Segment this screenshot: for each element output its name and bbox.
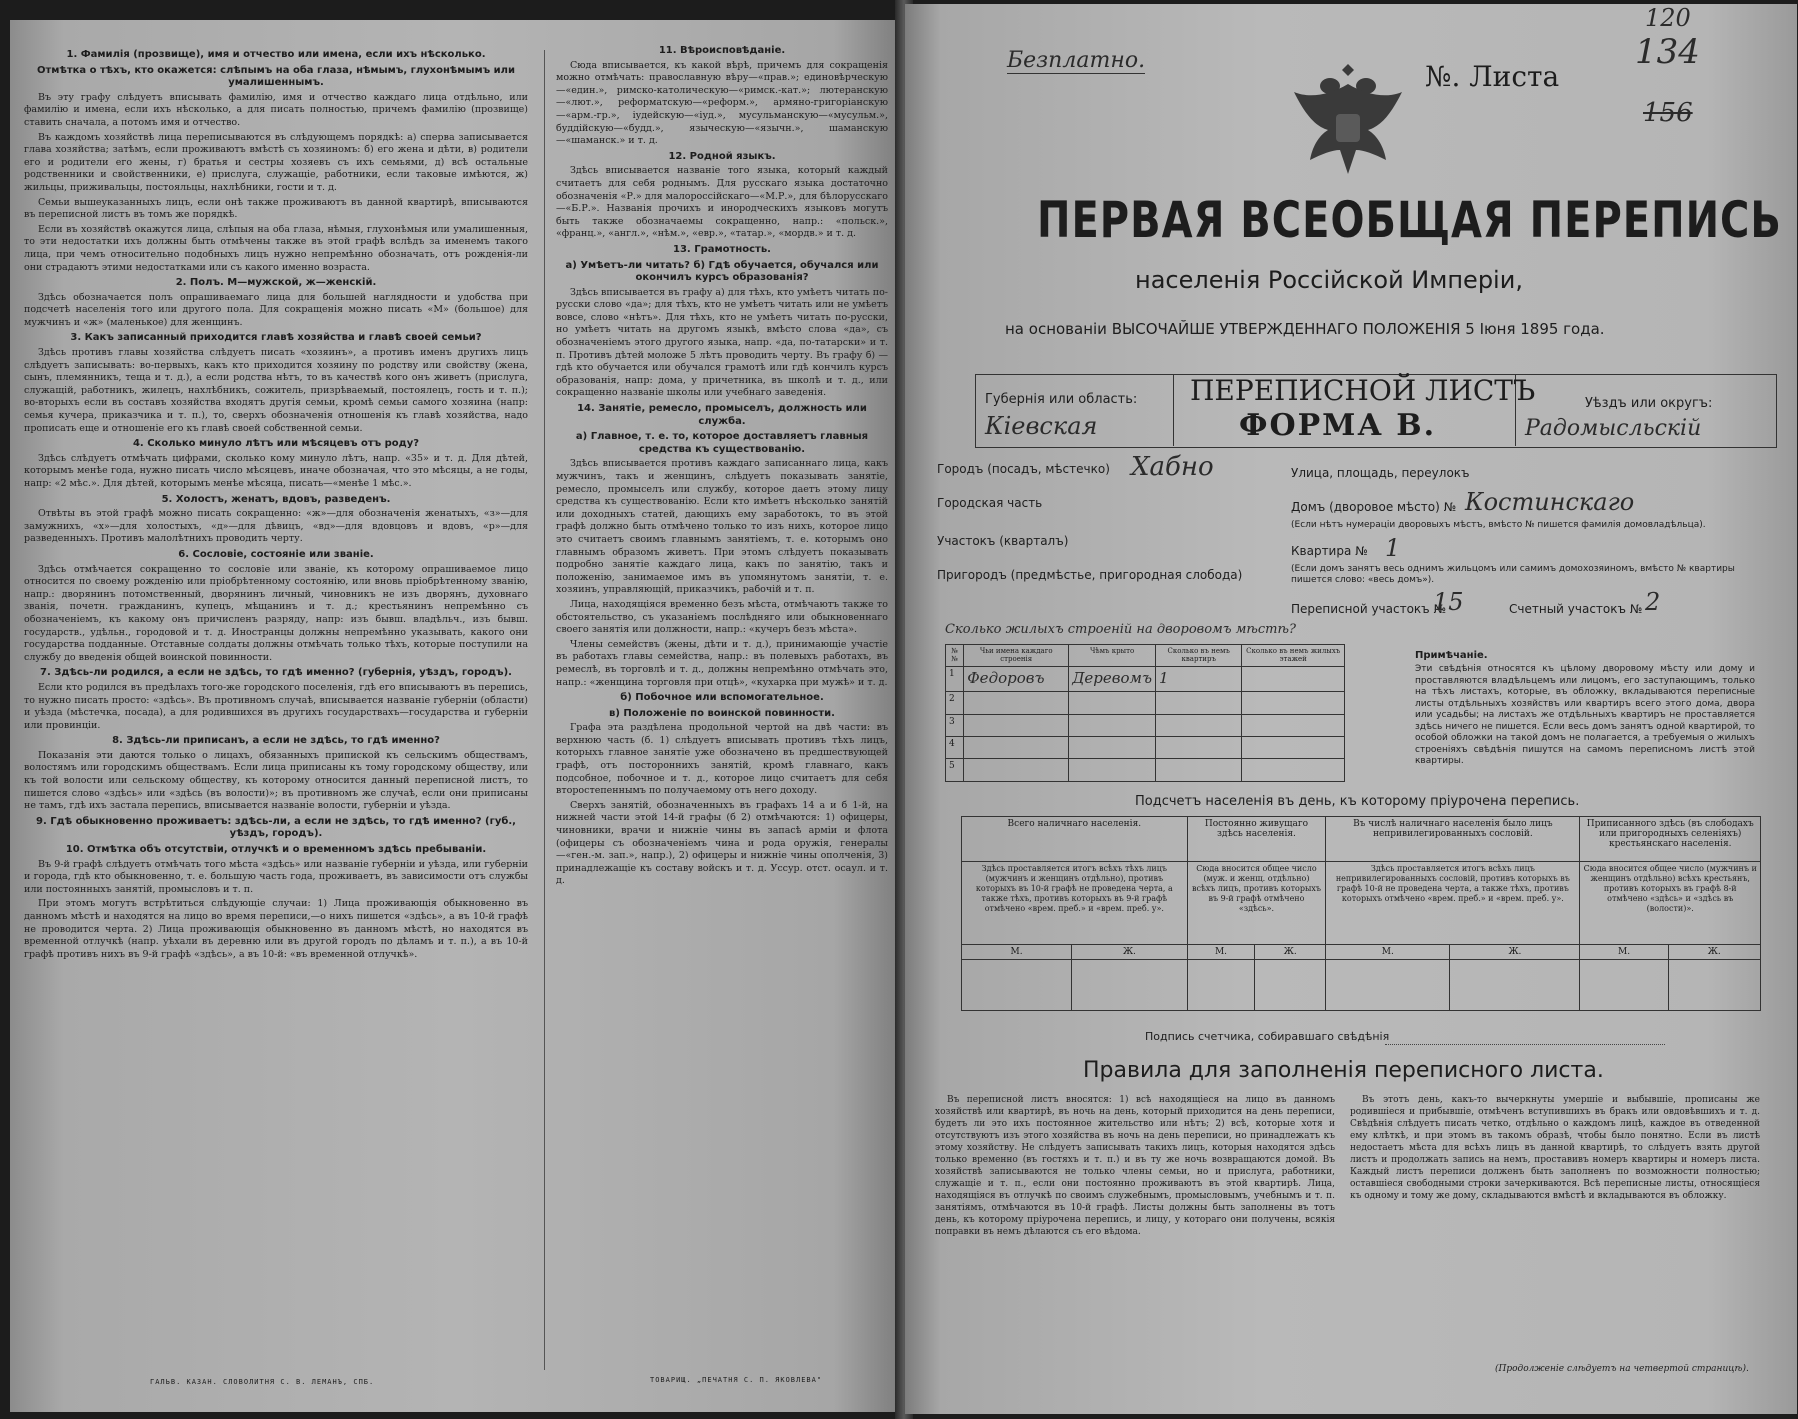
instruction-heading: 11. Вѣроисповѣданіе. [658, 45, 786, 56]
instruction-heading: 4. Сколько минуло лѣтъ или мѣсяцевъ отъ роду? [132, 438, 420, 450]
buildings-cell-roof: Деревомъ [1069, 667, 1156, 692]
buildings-header-cell: №№ [946, 645, 964, 667]
buildings-cell-n: 2 [946, 692, 964, 714]
instruction-heading: 12. Родной языкъ. [668, 150, 776, 162]
buildings-row [946, 692, 1345, 714]
street-label: Улица, площадь, переулокъ [1291, 466, 1470, 480]
buildings-question: Сколько жилыхъ строеній на дворовомъ мѣстѣ? [945, 622, 1296, 637]
instruction-paragraph: Здѣсь вписывается противъ каждаго записаннаго лица, какъ мужчинъ, такъ и женщинъ, слѣдуетъ показывать занятіе, ремесло, промыселъ или службу, которое даетъ этому лицу средства къ существованію. Если кто имѣетъ нѣсколько занятій или доходныхъ статей, дающихъ ему заработокъ, то въ этой графѣ должно быть отмѣчено только то изъ нихъ, которое лицо это считаетъ своимъ главнымъ занятіемъ, т. е. которымъ оно главнымъ образомъ живетъ. При этомъ слѣдуетъ показывать подробно занятіе каждаго лица, какъ по занятію, такъ и положенію, занимаемое имъ въ упомянутомъ занятіи, т. е. хозяинъ, управляющій, приказчикъ, рабочій и т. п. [556, 458, 888, 596]
rules-right-paragraph: Въ этотъ день, какъ-то вычеркнуты умершіе и выбывшіе, прописаны же родившіеся и прибывшіе, отмѣченъ вступившихъ въ бракъ или овдовѣвшихъ и т. д. Свѣдѣнія слѣдуетъ писать четко, отдѣльно о каждомъ лицѣ, каждое въ отведенной ему клѣткѣ, и при этомъ въ такомъ образѣ, чтобы было понятно. Если въ листѣ недостаетъ мѣста для всѣхъ лицъ въ данной квартирѣ, то слѣдуетъ взять другой листъ и продолжать запись на немъ, проставивъ номеръ квартиры и номеръ листа. Каждый листъ переписи долженъ быть заполненъ по возможности полностью; оставшіеся свободными строки зачеркиваются. Всѣ переписные листы, относящіеся къ одному и тому же дому, складываются вмѣстѣ и вкладываются въ обложку. [1350, 1095, 1760, 1201]
instruction-heading: в) Положеніе по воинской повинности. [609, 707, 835, 719]
instruction-paragraph: Здѣсь противъ главы хозяйства слѣдуетъ писать «хозяинъ», а противъ именъ другихъ лицъ слѣдуетъ записывать: во-первыхъ, какъ кто приходится хозяину по родству или свойству (жена, сынъ, племянникъ, теща и т. д.), а если родства нѣтъ, то въ качествѣ кого онъ живетъ (прислуга, служащій, работникъ, жилецъ, нахлѣбникъ, сожитель, призрѣваемый, постоялецъ, гость и т. п.); во-вторыхъ если въ составъ хозяйства входятъ другія семьи, кромѣ семьи самого хозяина (напр: семья кучера, приказчика и т. п.), то, сверхъ обозначенія отношенія къ главѣ хозяйства, надо прописать еще и отношеніе его къ главѣ своей собственной семьи. [24, 347, 528, 434]
count-value-cell [1450, 960, 1580, 1011]
city-value: Хабно [1131, 452, 1214, 482]
house-value: Костинскаго [1465, 488, 1635, 516]
population-count-table [961, 816, 1761, 1011]
buildings-cell-apts [1155, 759, 1242, 782]
buildings-table [945, 644, 1345, 782]
count-header-cell: Въ числѣ наличнаго населенія было лицъ непривилегированныхъ сословій. [1326, 817, 1580, 862]
rules-title: Правила для заполненія переписного листа. [1083, 1058, 1604, 1083]
instruction-paragraph: Графа эта раздѣлена продольной чертой на двѣ части: въ верхнюю часть (б. 1) слѣдуетъ вписывать противъ тѣхъ лицъ, которыхъ главное занятіе уже обозначено въ предшествующей графѣ, отъ постороннихъ занятій, кромѣ главнаго, какъ подсобное, побочное и т. д., которое лицо считаетъ для себя второстепеннымъ по получаемому отъ него доходу. [556, 722, 888, 797]
instruction-paragraph: Отвѣты въ этой графѣ можно писать сокращенно: «ж»—для обозначенія женатыхъ, «з»—для замужнихъ, «х»—для холостыхъ, «д»—для дѣвицъ, «вд»—для вдовцовъ и вдовъ, «р»—для разведенныхъ. Противъ малолѣтнихъ проводить черту. [24, 508, 528, 545]
count-sex-header: М. [962, 945, 1072, 960]
instruction-heading: 7. Здѣсь-ли родился, а если не здѣсь, то гдѣ именно? (губернія, уѣздъ, городъ). [40, 667, 512, 679]
count-value-cell [1326, 960, 1450, 1011]
apartment-value: 1 [1385, 534, 1401, 562]
note-text: Эти свѣдѣнія относятся къ цѣлому дворовому мѣсту или дому и проставляются владѣльцемъ или лицомъ, его заступающимъ, только на тѣхъ листахъ, которые, въ обложку, вкладываются переписные листы отдѣльныхъ хозяйствъ или квартиръ всего этого дома, двора или усадьбы; на листахъ же отдѣльныхъ квартиръ не проставляется здѣсь ничего не пишется. Если весь домъ занятъ одной квартирой, то особой обложки на такой домъ не полагается, а требуемыя о жилыхъ строеніяхъ свѣдѣнія пишутся на самомъ переписномъ листѣ этой квартиры. [1415, 664, 1755, 766]
count-value-cell [1580, 960, 1668, 1011]
instruction-paragraph: Сверхъ занятій, обозначенныхъ въ графахъ 14 а и б 1-й, на нижней части этой 14-й графы (б 2) отмѣчаются: 1) офицеры, чиновники, врачи и нижніе чины въ запасѣ арміи и флота (офицеры съ обозначеніемъ чина и рода оружія, генералы—«ген.-м. зап.», напр.), 2) офицеры и нижніе чины ополченія, 3) принадлежащіе къ составу войскъ и т. д. Уссур. отст. осаул. и т. д. [556, 799, 888, 887]
count-district-label: Счетный участокъ № [1509, 602, 1643, 616]
uezd-value: Радомысльскій [1525, 416, 1702, 441]
sheet-number-old: 156 [1643, 98, 1693, 128]
buildings-cell-floors [1242, 759, 1345, 782]
instruction-paragraph: Въ 9-й графѣ слѣдуетъ отмѣчать того мѣста «здѣсь» или названіе губерніи и уѣзда, или губерніи и города, гдѣ кто обыкновенно, т. е. большую часть года, проживаетъ, въ зависимости отъ службы или постоянныхъ занятій, промысловъ и т. п. [24, 858, 528, 895]
buildings-cell-owner: Федоровъ [964, 667, 1069, 692]
buildings-cell-roof [1069, 692, 1156, 714]
column-divider [544, 50, 545, 1370]
buildings-cell-owner [964, 714, 1069, 736]
instruction-heading: 10. Отмѣтка объ отсутствіи, отлучкѣ и о временномъ здѣсь пребываніи. [65, 844, 487, 856]
instruction-paragraph: Лица, находящіяся временно безъ мѣста, отмѣчаютъ также то обстоятельство, съ указаніемъ послѣдняго или обыкновеннаго своего занятія или должности, напр.: «кучеръ безъ мѣста». [556, 598, 888, 636]
rules-text-left [935, 1094, 1335, 1374]
house-label: Домъ (дворовое мѣсто) № [1291, 500, 1457, 514]
apartment-label: Квартира № [1291, 544, 1368, 558]
census-basis: на основаніи ВЫСОЧАЙШЕ УТВЕРЖДЕННАГО ПОЛОЖЕНІЯ 5 Іюня 1895 года. [1005, 320, 1605, 338]
right-page [905, 4, 1797, 1414]
instruction-paragraph: Здѣсь слѣдуетъ отмѣчать цифрами, сколько кому минуло лѣтъ, напр. «35» и т. д. Для дѣтей, которымъ менѣе года, нужно писать число мѣсяцевъ, иначе обозначая, что это мѣсяцы, а не годы, напр: «2 мѣс.». Для дѣтей, которымъ менѣе мѣсяца, писать—«менѣе 1 мѣс.». [24, 452, 528, 489]
census-title: ПЕРВАЯ ВСЕОБЩАЯ ПЕРЕПИСЬ [1037, 192, 1782, 250]
buildings-cell-owner [964, 759, 1069, 782]
count-sex-header: М. [1580, 945, 1668, 960]
instruction-heading: Отмѣтка о тѣхъ, кто окажется: слѣпымъ на оба глаза, нѣмымъ, глухонѣмымъ или умалишеннымъ. [36, 64, 515, 89]
buildings-row [946, 667, 1345, 692]
population-count-title: Подсчетъ населенія въ день, къ которому пріурочена перепись. [1135, 794, 1580, 809]
instruction-paragraph: Здѣсь вписывается названіе того языка, который каждый считаетъ для себя роднымъ. Для русскаго языка достаточно обозначенія «Р.» для малороссійскаго—«М.Р.», для бѣлорусскаго—«Б.Р.». Названія прочихъ и инородческихъ языковъ могутъ быть также обозначаемы сокращенно, напр.: «польск.», «франц.», «англ.», «нѣм.», «евр.», «татар.», «мордв.» и т. д. [556, 165, 888, 240]
sheet-number-value: 134 [1635, 32, 1700, 72]
double-headed-eagle-emblem [1288, 56, 1408, 184]
instruction-paragraph: Здѣсь обозначается полъ опрашиваемаго лица для большей наглядности и удобства при подсчетѣ населенія того или другого пола. Для сокращенія можно писать «М» (большое) для мужчинъ и «ж» (маленькое) для женщинъ. [24, 291, 528, 328]
printer-imprint-left: ГАЛЬВ. КАЗАН. СЛОВОЛИТНЯ С. В. ЛЕМАНЪ, СПБ. [150, 1378, 375, 1386]
apartment-note: (Если домъ занятъ весь однимъ жильцомъ или самимъ домохозяиномъ, вмѣсто № квартиры пишется слово: «весь домъ»). [1291, 564, 1735, 585]
count-value-cell [1187, 960, 1255, 1011]
gubernia-label: Губернія или область: [985, 392, 1138, 407]
buildings-cell-floors [1242, 714, 1345, 736]
instruction-paragraph: Семьи вышеуказанныхъ лицъ, если онѣ также проживаютъ въ данной квартирѣ, вписываются въ переписной листъ въ томъ же порядкѣ. [24, 196, 528, 221]
buildings-row [946, 737, 1345, 759]
instruction-heading: 1. Фамилія (прозвище), имя и отчество или имена, если ихъ нѣсколько. [66, 49, 486, 60]
buildings-cell-n: 4 [946, 737, 964, 759]
instruction-heading: 8. Здѣсь-ли приписанъ, а если не здѣсь, то гдѣ именно? [112, 735, 440, 747]
buildings-cell-owner [964, 737, 1069, 759]
instruction-paragraph: Члены семействъ (жены, дѣти и т. д.), принимающіе участіе въ работахъ главы семейства, напр.: въ полевыхъ работахъ, въ ремеслѣ, въ торговлѣ и т. д., должны непремѣнно отмѣчать это, напр.: «женщина торговля при отцѣ», «кухарка при мужѣ» и т. д. [556, 638, 888, 688]
buildings-cell-n: 5 [946, 759, 964, 782]
count-description-cell: Здѣсь проставляется итогъ всѣхъ лицъ непривилегированныхъ сословій, противъ которыхъ въ графѣ 10-й не проведена черта, а также тѣхъ, противъ которыхъ отмѣчено «врем. преб.» и «врем. преб. у». [1326, 862, 1580, 945]
instruction-heading: 6. Сословіе, состояніе или званіе. [178, 548, 374, 560]
buildings-header-cell: Сколько въ немъ квартиръ [1155, 645, 1242, 667]
printer-imprint-right: ТОВАРИЩ. „ПЕЧАТНЯ С. П. ЯКОВЛЕВА" [650, 1376, 823, 1384]
buildings-cell-roof [1069, 714, 1156, 736]
buildings-row [946, 714, 1345, 736]
instruction-heading: 2. Полъ. М—мужской, ж—женскій. [175, 277, 377, 289]
instruction-heading: 13. Грамотность. [673, 243, 771, 255]
count-header-cell: Приписанного здѣсь (въ слободахъ или пригородныхъ селеніяхъ) крестьянскаго населенія. [1580, 817, 1761, 862]
count-sex-header: Ж. [1450, 945, 1580, 960]
instruction-paragraph: Въ каждомъ хозяйствѣ лица переписываются въ слѣдующемъ порядкѣ: а) сперва записывается глава хозяйства; затѣмъ, если проживаютъ вмѣстѣ съ хозяиномъ: б) его жена и дѣти, в) родители его и родители его жены, г) братья и сестры хозяевъ съ ихъ семьями, д) всѣ остальные родственники и свойственники, е) прислуга, служащіе, работники, если таковые имѣются, ж) жильцы, приживальцы, постояльцы, нахлѣбники, гости и т. д. [24, 131, 528, 193]
district-label: Участокъ (кварталъ) [937, 534, 1069, 548]
count-sex-header: М. [1187, 945, 1255, 960]
buildings-cell-apts: 1 [1155, 667, 1242, 692]
instruction-paragraph: Если кто родился въ предѣлахъ того-же городского поселенія, гдѣ его вписываютъ въ перепись, то нужно писать просто: «здѣсь». Въ противномъ случаѣ, вписывается названіе губерніи (области) и уѣзда (мѣстечка, посада), а для родившихся въ другихъ государствахъ—государства и губерніи или провинціи. [24, 681, 528, 731]
note-title: Примѣчаніе. [1415, 650, 1488, 661]
buildings-cell-n: 1 [946, 667, 964, 692]
census-district-label: Переписной участокъ № [1291, 602, 1446, 616]
buildings-cell-floors [1242, 667, 1345, 692]
buildings-header-cell: Чѣмъ крыто [1069, 645, 1156, 667]
rules-left-paragraph: Въ переписной листъ вносятся: 1) всѣ находящіеся на лицо въ данномъ хозяйствѣ или квартирѣ, въ ночь на день, который приходится на день переписи, будетъ ли это ихъ постоянное жительство или нѣтъ; 2) всѣ, которые хотя и отсутствуютъ изъ этого хозяйства въ ночь на день переписи, но принадлежатъ къ этому хозяйству. Не слѣдуетъ записывать такихъ лицъ, которыя находятся здѣсь только временно (въ гостяхъ и т. п.) и въ ту же ночь возвращаются домой. Въ хозяйствѣ записываются не только члены семьи, но и прислуга, работники, служащіе и т. п., если они постоянно проживаютъ въ этой квартирѣ. Лица, находящіяся въ отлучкѣ по своимъ служебнымъ, промысловымъ, учебнымъ и т. п. занятіямъ, отмѣчаются въ 10-й графѣ. Листы должны быть заполнены въ тотъ день, къ которому пріурочена перепись, и лицу, у котораго они получены, всякія поправки въ немъ дѣлаются съ его вѣдома. [935, 1095, 1335, 1237]
buildings-cell-apts [1155, 692, 1242, 714]
buildings-header-cell: Чьи имена каждаго строенія [964, 645, 1069, 667]
instruction-heading: 3. Какъ записанный приходится главѣ хозяйства и главѣ своей семьи? [70, 332, 482, 344]
form-title: ПЕРЕПИСНОЙ ЛИСТЪ [1190, 374, 1536, 407]
buildings-cell-roof [1069, 737, 1156, 759]
gubernia-value: Кіевская [985, 412, 1098, 440]
count-sex-header: Ж. [1255, 945, 1326, 960]
instruction-paragraph: Показанія эти даются только о лицахъ, обязанныхъ припиской къ сельскимъ обществамъ, волостямъ или городскимъ обществамъ. Если лица приписаны къ тому городскому обществу, или къ той волости или сельскому обществу, къ которому относится данный переписной листъ, то пишется слово «здѣсь» или «здѣсь (въ волости)»; въ противномъ же случаѣ, если они приписаны не тамъ, гдѣ ихъ застала перепись, вписывается названіе волости, губерніи и уѣзда. [24, 749, 528, 812]
instruction-heading: б) Побочное или вспомогательное. [620, 692, 824, 704]
corner-number: 120 [1645, 4, 1691, 32]
buildings-cell-floors [1242, 737, 1345, 759]
buildings-cell-roof [1069, 759, 1156, 782]
census-subtitle: населенія Россійской Имперіи, [1135, 266, 1523, 294]
instruction-heading: 5. Холостъ, женатъ, вдовъ, разведенъ. [161, 493, 391, 505]
instruction-paragraph: Сюда вписывается, къ какой вѣрѣ, причемъ для сокращенія можно отмѣчать: православную вѣру—«прав.»; единовѣрческую—«един.», римско-католическую—«римск.-кат.»; лютеранскую—«лют.», реформатскую—«реформ.», армяно-григоріанскую—«арм.-гр.», іудейскую—«іуд.», мусульманскую—«мусульм.», буддійскую—«будд.», языческую—«язычн.», шаманскую—«шаманск.» и т. д. [556, 59, 888, 147]
suburb-label: Пригородъ (предмѣстье, пригородная слобода) [937, 568, 1243, 582]
instruction-paragraph: Въ эту графу слѣдуетъ вписывать фамилію, имя и отчество каждаго лица отдѣльно, или фамилію и имена, если ихъ нѣсколько, а для писать полностью, причемъ фамилію (прозвище) ставить сначала, а потомъ имя и отчество. [24, 91, 528, 128]
count-value-cell [1255, 960, 1326, 1011]
instruction-paragraph: Здѣсь отмѣчается сокращенно то сословіе или званіе, къ которому опрашиваемое лицо относится по своему рожденію или пріобрѣтенному состоянію, или вновь пріобрѣтенному званію, напр.: дворянинъ потомственный, дворянинъ личный, чиновникъ не изъ дворянъ, духовнаго званія, почетн. гражданинъ, купецъ, мѣщанинъ и т. д.; крестьянинъ непремѣнно съ обозначеніемъ, къ какому онъ причисленъ разряду, напр: изъ бывш. владѣльч., изъ бывш. государств., удѣльн., городовой и т. д. Иностранцы должны непремѣнно указывать, какого они государства подданные. Отставные солдаты должны отмѣчать только тѣхъ, которые поступили на службу до введенія общей воинской повинности. [24, 563, 528, 663]
count-description-cell: Здѣсь проставляется итогъ всѣхъ тѣхъ лицъ (мужчинъ и женщинъ отдѣльно), противъ которыхъ въ 10-й графѣ не проведена черта, а также тѣхъ, противъ которыхъ въ 9-й графѣ отмѣчено «врем. преб.» и «врем. преб. у». [962, 862, 1188, 945]
count-value-cell [962, 960, 1072, 1011]
instruction-heading: а) Умѣетъ-ли читать? б) Гдѣ обучается, обучался или окончилъ курсъ образованія? [565, 259, 879, 284]
count-value-cell [1072, 960, 1187, 1011]
count-header-cell: Всего наличнаго населенія. [962, 817, 1188, 862]
count-header-cell: Постоянно живущаго здѣсь населенія. [1187, 817, 1326, 862]
count-description-cell: Сюда вносится общее число (муж. и женщ. отдѣльно) всѣхъ лицъ, противъ которыхъ въ 9-й графѣ отмѣчено «здѣсь». [1187, 862, 1326, 945]
instruction-heading: 9. Гдѣ обыкновенно проживаетъ: здѣсь-ли, а если не здѣсь, то гдѣ именно? (губ., уѣздъ, городъ). [36, 815, 516, 840]
city-part-label: Городская часть [937, 496, 1043, 510]
buildings-header-cell: Сколько въ немъ жилыхъ этажей [1242, 645, 1345, 667]
buildings-cell-owner [964, 692, 1069, 714]
instruction-heading: 14. Занятіе, ремесло, промыселъ, должность или служба. [577, 403, 867, 427]
left-page [10, 20, 905, 1412]
count-description-cell: Сюда вносится общее число (мужчинъ и женщинъ отдѣльно) всѣхъ крестьянъ, противъ которыхъ въ графѣ 8-й отмѣчено «здѣсь» и «здѣсь въ (волости)». [1580, 862, 1761, 945]
count-sex-header: Ж. [1668, 945, 1760, 960]
instruction-paragraph: Здѣсь вписывается въ графу а) для тѣхъ, кто умѣетъ читать по-русски слово «да»; для тѣхъ, кто не умѣетъ читать или не умѣетъ вовсе, слово «нѣтъ». Для тѣхъ, кто не умѣетъ читать по-русски, но умѣетъ читать на другомъ языкѣ, вмѣсто слова «да», съ обозначеніемъ этого другого языка, напр. «да, по-татарски» и т. п. Противъ дѣтей моложе 5 лѣтъ проводить черту. Въ графу б) — гдѣ кто обучается или обучался грамотѣ или гдѣ кончилъ курсъ образованія, напр: дома, у причетника, въ школѣ и т. д., или сокращенно названіе школы или учебнаго заведенія. [556, 286, 888, 399]
rules-text-right [1350, 1094, 1760, 1362]
instruction-paragraph: Если въ хозяйствѣ окажутся лица, слѣпыя на оба глаза, нѣмыя, глухонѣмыя или умалишенныя, то эти недостатки ихъ должны быть отмѣчены также въ этой графѣ вслѣдъ за именемъ такого лица, при чемъ относительно подобныхъ лицъ нужно непремѣнно обозначать, отъ рожденія-ли они страдаютъ этими недостатками или съ какого именно возраста. [24, 223, 528, 273]
buildings-cell-apts [1155, 714, 1242, 736]
count-value-cell [1668, 960, 1760, 1011]
count-district-value: 2 [1645, 588, 1661, 616]
buildings-cell-apts [1155, 737, 1242, 759]
census-district-value: 15 [1433, 588, 1464, 616]
count-sex-header: М. [1326, 945, 1450, 960]
free-label: Безплатно. [1007, 48, 1146, 73]
count-sex-header: Ж. [1072, 945, 1187, 960]
uezd-label: Уѣздъ или округъ: [1585, 396, 1713, 411]
city-label: Городъ (посадъ, мѣстечко) [937, 462, 1110, 476]
instructions-column-1 [24, 46, 528, 1381]
sheet-number-label: №. Листа [1425, 60, 1560, 93]
house-note: (Если нѣтъ нумераціи дворовыхъ мѣстъ, вмѣсто № пишется фамилія домовладѣльца). [1291, 520, 1706, 530]
buildings-row [946, 759, 1345, 782]
form-subtitle: ФОРМА В. [1239, 408, 1437, 443]
instructions-column-2 [556, 42, 888, 1377]
buildings-cell-n: 3 [946, 714, 964, 736]
instruction-paragraph: При этомъ могутъ встрѣтиться слѣдующіе случаи: 1) Лица проживающія обыкновенно въ данномъ мѣстѣ и находятся на лицо во время переписи,—о нихъ пишется «здѣсь», а въ 10-й графѣ не проводится черта. 2) Лица проживающія обыкновенно въ данномъ мѣстѣ, но находятся въ временной отлучкѣ (напр. уѣхали въ деревню или въ другой городъ по дѣламъ и т. п.), а въ 10-й графѣ противъ нихъ въ 9-й графѣ «здѣсь», а въ 10-й: «въ временной отлучкѣ». [24, 898, 528, 960]
signature-label: Подпись счетчика, собиравшаго свѣдѣнія [1145, 1030, 1390, 1043]
buildings-cell-floors [1242, 692, 1345, 714]
rules-continuation: (Продолженіе слѣдуетъ на четвертой страницѣ). [1495, 1364, 1749, 1374]
instruction-heading: а) Главное, т. е. то, которое доставляетъ главныя средства къ существованію. [575, 431, 869, 455]
